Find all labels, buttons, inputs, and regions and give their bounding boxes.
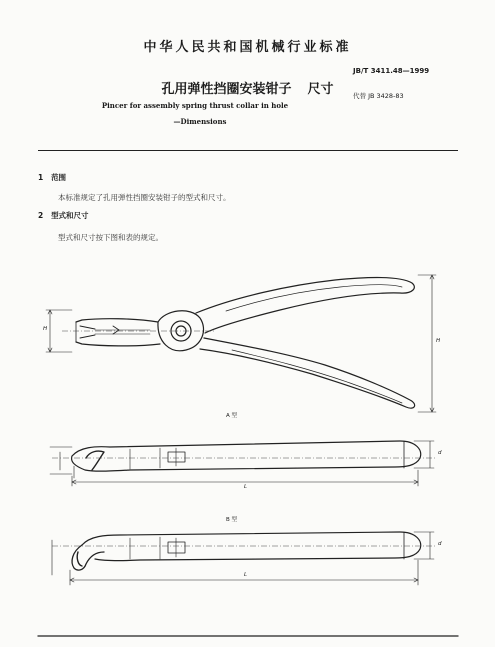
dim-label-d-a: d [438,450,442,456]
top-view-pincer [46,275,436,412]
caption-type-a: A 型 [226,413,238,419]
caption-type-b: B 型 [226,517,238,523]
side-view-type-b [52,532,434,585]
dim-label-d-b: d [438,541,442,547]
section-1-text: 本标准规定了孔用弹性挡圈安装钳子的型式和尺寸。 [58,193,231,202]
standard-number: JB/T 3411.48—1999 [353,67,430,75]
side-view-type-a [50,441,434,486]
section-1-title: 范围 [51,173,67,182]
section-2-number: 2 [38,211,44,220]
title-main: 孔用弹性挡圈安装钳子 [161,82,292,97]
title-english-sub: —Dimensions [173,117,227,126]
section-2-title: 型式和尺寸 [51,211,89,220]
issuing-body-title: 中华人民共和国机械行业标准 [143,40,352,55]
dim-label-overall: H [436,338,441,344]
replaces-standard: 代替 JB 3428-83 [353,92,404,100]
dim-label-l-b: L [244,572,248,578]
dim-label-l-a: L [244,484,248,490]
section-2-text: 型式和尺寸按下图和表的规定。 [58,233,163,242]
section-1-number: 1 [38,173,44,182]
title-english: Pincer for assembly spring thrust collar in hole [101,101,289,110]
title-sub: 尺寸 [307,82,334,97]
dim-label-h: H [43,326,48,332]
